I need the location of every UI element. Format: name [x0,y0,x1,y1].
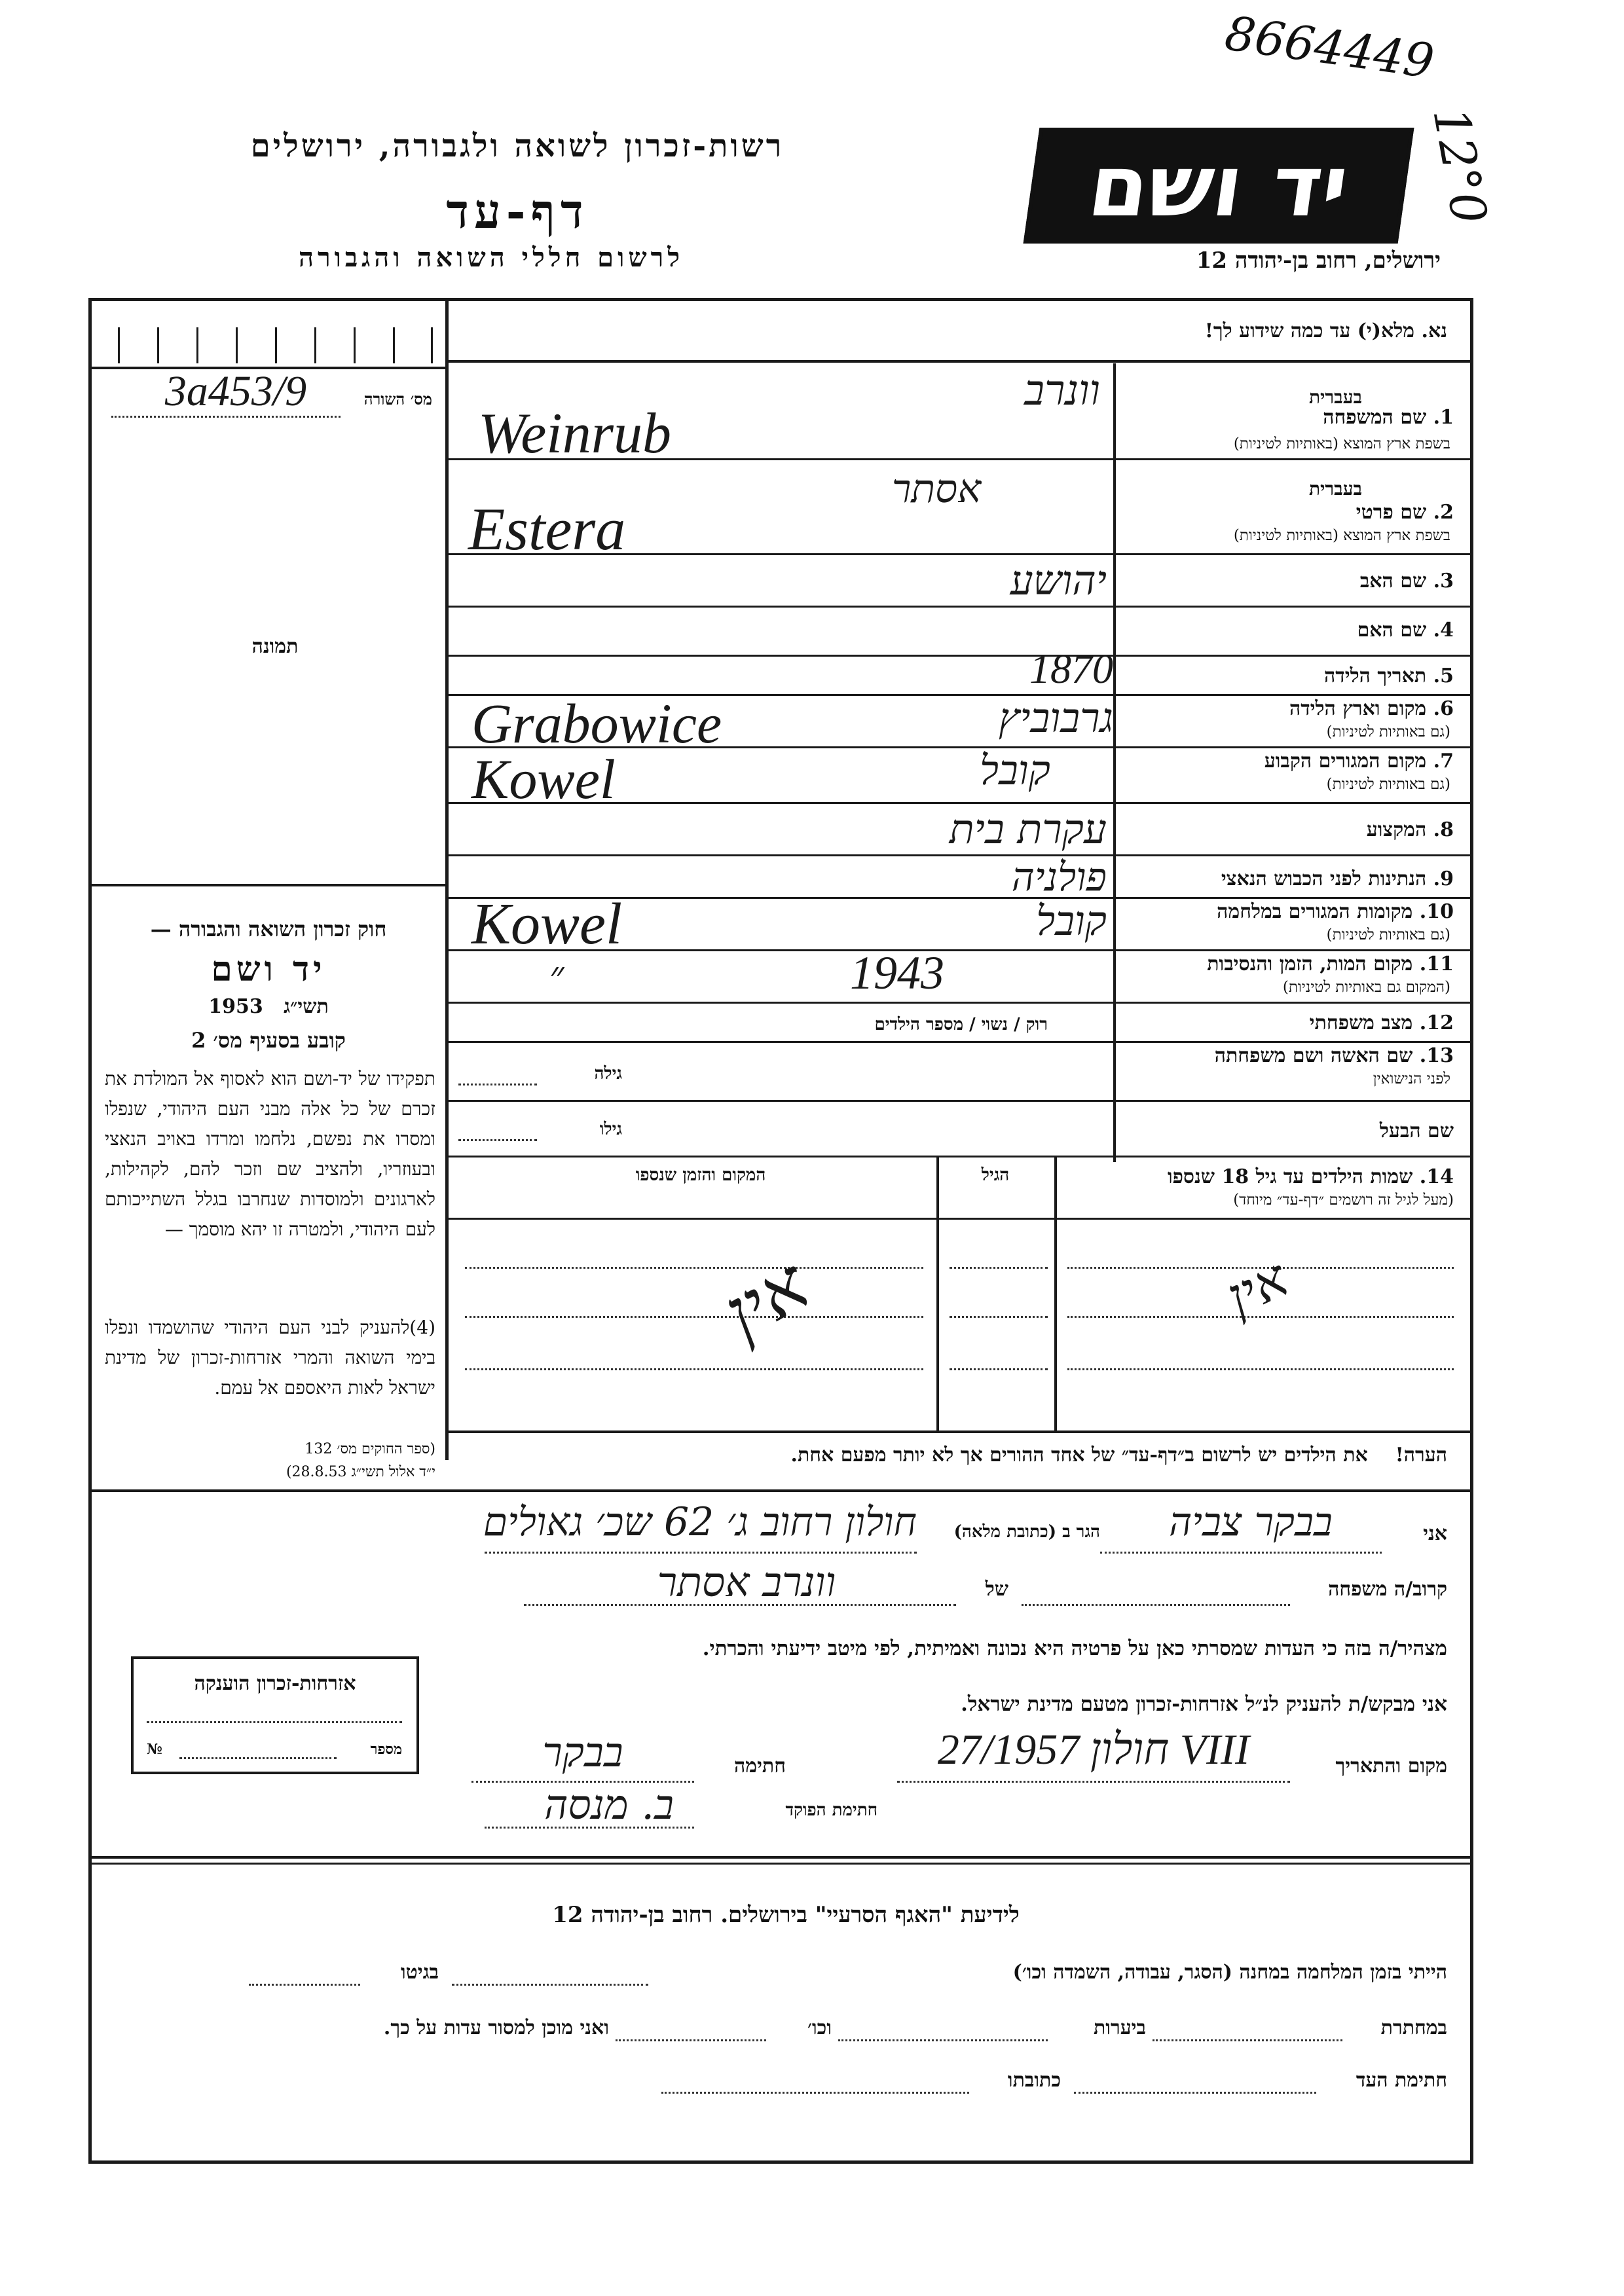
place-date[interactable]: חולון 27/1957 VIII [937,1726,1250,1774]
field-13-number: 13. [1419,1044,1454,1067]
children-none-mark-2[interactable]: אין [710,1242,822,1356]
law-year [98,995,439,1018]
field-7-sub: (גם באותיות לטיניות) [1326,776,1450,793]
field-7-value-hebrew[interactable]: קובל [980,746,1050,794]
field-12-options[interactable]: רוק / נשוי / מספר הילדים [874,1015,1048,1034]
law-name: יד ושם [211,949,326,989]
field-2-value-hebrew[interactable]: אסתר [891,466,982,512]
field-11-label [1126,953,1454,975]
field-10-sub: (גם באותיות לטיניות) [1326,926,1450,943]
field-8-number: 8. [1433,818,1454,841]
header-address: ירושלים, רחוב בן-יהודה 12 [1196,247,1441,274]
children-title [1061,1165,1454,1188]
field-4-number: 4. [1433,619,1454,642]
form-subtitle: לרשום חללי השואה והגבורה [298,242,684,273]
field-13-label-text: שם האשה ושם משפחתה [1214,1044,1413,1067]
registration-number[interactable]: 3a453/9 [164,367,307,415]
husband-age-label: גילו [599,1120,622,1139]
field-5-label [1126,665,1454,687]
place-date-label: מקום והתאריך [1335,1755,1447,1777]
husband-label: שם הבעל [1379,1120,1454,1142]
declarant-ani-label: אני [1423,1522,1447,1545]
field-12-label-text: מצב משפחתי [1309,1011,1413,1034]
children-none-mark-1[interactable]: אין [1217,1247,1297,1328]
citizenship-number-label: מספר [370,1741,402,1758]
bottom-forests: ביערות [1093,2016,1146,2039]
instructions: נא. מלא(י) עד כמה שידוע לך! [1204,319,1447,342]
field-2-value-latin[interactable]: Estera [468,496,626,562]
children-title-text: שמות הילדים עד גיל 18 שנספו [1167,1165,1413,1188]
field-6-label-text: מקום וארץ הלידה [1289,697,1427,720]
field-12-number: 12. [1419,1011,1454,1034]
field-5-number: 5. [1433,665,1454,687]
field-1-value-hebrew[interactable]: וונרב [1024,367,1100,415]
children-number: 14. [1419,1165,1454,1188]
signature-label: חתימה [734,1755,786,1777]
field-1-value-latin[interactable]: Weinrub [478,402,671,465]
field-6-sub: (גם באותיות לטיניות) [1326,723,1450,740]
field-9-value[interactable]: פולניה [1011,854,1107,900]
field-10-value-latin[interactable]: Kowel [471,892,623,957]
bottom-witness-address: כתובתו [1007,2069,1061,2092]
field-13-label [1126,1044,1454,1067]
field-6-value-latin[interactable]: Grabowice [471,692,722,755]
form-title: דף-עד [446,183,589,239]
declarant-address[interactable]: חולון רחוב ג׳ 62 שכ׳ גאולים [483,1499,917,1545]
field-5-label-text: תאריך הלידה [1324,665,1427,687]
law-reference-1: (ספר החוקים מס׳ 132 [304,1441,435,1457]
field-8-label [1126,818,1454,841]
field-3-number: 3. [1433,570,1454,592]
law-reference-2: י״ד אלול תשי״ג 28.8.53) [286,1464,435,1480]
field-1-sub: בשפת ארץ המוצא (באותיות לטיניות) [1233,435,1450,452]
bottom-underground: במחתרת [1380,2016,1447,2039]
note-row [471,1444,1447,1467]
field-2-label [1126,501,1454,524]
field-13-sub: לפני הנישואין [1373,1070,1450,1087]
field-3-value[interactable]: יהושע [1010,556,1107,604]
officer-signature[interactable]: ב. מנסה [544,1781,674,1829]
declarant-relation-of[interactable]: וונרב אסתר [657,1558,836,1606]
law-year-number: 1953 [208,995,263,1018]
field-11-value-year[interactable]: 1943 [850,947,944,999]
field-7-label [1126,750,1454,773]
bottom-ghetto: בגיטו [400,1961,439,1984]
signature[interactable]: בבקר [542,1728,623,1776]
law-clause: (4)להעניק לבני העם היהודי שהושמדו ונפלו בימי השואה והמרי אזרחות-זכרון של מדינת ישראל לאות היאספם אל עמם. [105,1317,435,1398]
field-2-lang: בעברית [1308,478,1362,500]
children-col-age: הגיל [981,1165,1010,1185]
bottom-etc: וכו׳ [807,2016,832,2039]
registration-label: מס׳ השורה [363,390,432,409]
request-text: אני מבקש/ת להעניק לנ״ל אזרחות-זכרון מטעם מדינת ישראל. [961,1692,1447,1716]
field-11-sub: (המקום גם באותיות לטיניות) [1282,979,1450,996]
citizenship-title: אזרחות-זכרון הוענקה [194,1672,356,1695]
declaration-text: מצהיר/ה בזה כי העדות שמסרתי כאן על פרטיה היא נכונה ואמיתית, לפי מיטב ידיעתי והכרתי. [702,1637,1447,1660]
bottom-line-1: הייתי בזמן המלחמה במחנה (הסגר, עבודה, השמדה וכו׳) [1012,1961,1447,1984]
field-9-number: 9. [1433,867,1454,890]
field-1-lang: בעברית [1308,386,1362,408]
field-2-number: 2. [1433,501,1454,524]
field-11-label-text: מקום המות, הזמן והנסיבות [1207,953,1413,975]
note-label: הערה! [1395,1444,1447,1467]
bottom-title: לידיעת "האגף הסרעיי" בירושלים. רחוב בן-יהודה 12 [552,1902,1020,1928]
field-7-value-latin[interactable]: Kowel [471,748,616,811]
field-8-label-text: המקצוע [1366,818,1427,841]
yad-vashem-logo: יד ושם [1024,128,1414,244]
field-12-label [1126,1011,1454,1034]
citizenship-no: № [147,1741,162,1758]
corner-number: 8664449 [1221,5,1437,89]
field-10-label [1126,900,1454,923]
field-11-value-ditto[interactable]: ״ [549,953,564,998]
law-title: חוק זכרון השואה והגבורה — [150,917,387,941]
field-1-number: 1. [1433,406,1454,429]
field-7-number: 7. [1433,750,1454,773]
field-5-value[interactable]: 1870 [1029,646,1113,692]
note-text: את הילדים יש לרשום ב״דף-עד״ של אחד ההורים אך לא יותר מפעם אחת. [790,1444,1368,1467]
field-1-label-text: שם המשפחה [1323,406,1427,429]
field-9-label [1126,867,1454,890]
declarant-address-label: הגר ב (כתובת מלאה) [953,1522,1100,1542]
children-sub: (מעל לגיל זה רושמים ״דף-עד״ מיוחד) [1233,1192,1454,1209]
field-3-label-text: שם האב [1359,570,1427,592]
field-10-label-text: מקומות המגורים במלחמה [1217,900,1413,923]
registration-ticks [118,327,432,363]
declarant-shel-label: של [985,1578,1008,1601]
field-13-wife-age-label: גילה [594,1064,622,1084]
field-6-value-hebrew[interactable]: גרבוביץ [998,694,1113,742]
field-9-label-text: הנתינות לפני הכבוש הנאצי [1221,867,1427,890]
field-8-value[interactable]: עקרת בית [949,805,1107,853]
field-10-number: 10. [1419,900,1454,923]
bottom-willing: ואני מוכן למסור עדות על כך. [383,2016,609,2039]
law-section: קובע בסעיף מס׳ 2 [191,1028,346,1053]
citizenship-box [131,1656,419,1774]
children-col-place: המקום והזמן שנספו [635,1165,766,1185]
officer-signature-label: חתימת הפוקד [785,1800,877,1820]
field-2-label-text: שם פרטי [1356,501,1427,524]
field-4-label-text: שם האם [1357,619,1427,642]
declarant-relation-label: קרוב/ה משפחה [1328,1578,1447,1601]
field-6-number: 6. [1433,697,1454,720]
field-11-number: 11. [1419,953,1454,975]
bottom-witness-signature: חתימת העד [1356,2069,1447,2092]
law-year-hebrew: תשי״ג [284,995,329,1018]
field-1-label [1126,406,1454,429]
law-text: תפקידו של יד-ושם הוא לאסוף אל המולדת את זכרם של כל אלה מבני העם היהודי, שנפלו ומסרו את נפשם, נלחמו ומרדו באויב הנאצי ובעוזריו, ולהציב שם וזכר להם, לקהילות, לארגונים ולמוסדות שנחרבו בגלל השתייכותם לעם היהודי, ולמטרה זו יהא מוסמך — [105,1068,435,1240]
field-6-label [1126,697,1454,720]
declarant-name[interactable]: בבקר צביה [1169,1499,1333,1545]
photo-label: תמונה [251,635,299,658]
field-3-label [1126,570,1454,592]
field-10-value-hebrew[interactable]: קובל [1036,897,1107,945]
field-7-label-text: מקום המגורים הקבוע [1264,750,1427,773]
institution-name: רשות-זכרון לשואה ולגבורה, ירושלים [250,128,784,164]
field-4-label [1126,619,1454,642]
corner-extra-mark: 12°0 [1422,103,1498,228]
field-2-sub: בשפת ארץ המוצא (באותיות לטיניות) [1233,527,1450,544]
